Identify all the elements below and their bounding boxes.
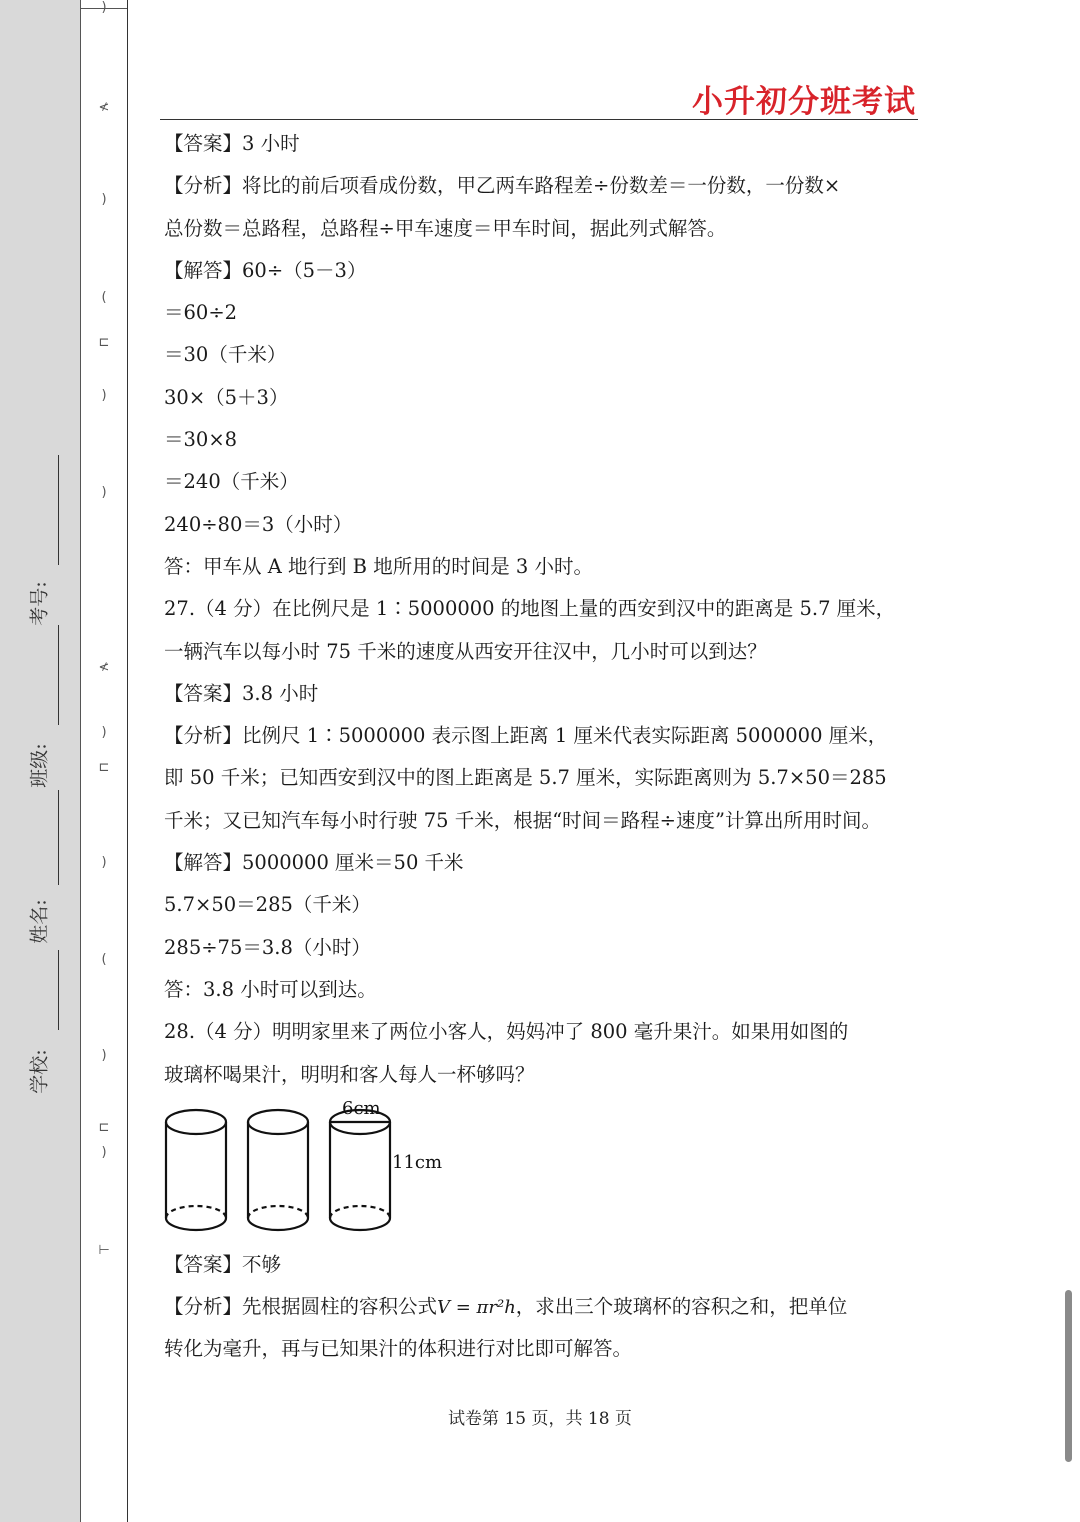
content-line: 千米；又已知汽车每小时行驶 75 千米，根据“时间＝路程÷速度”计算出所用时间。 xyxy=(164,808,881,832)
class-blank-line xyxy=(58,625,59,725)
content-line: 【解答】5000000 厘米＝50 千米 xyxy=(164,851,464,875)
binding-mark: ⊏ xyxy=(98,1120,110,1135)
cup-3-bottom-back xyxy=(330,1206,390,1218)
content-line: 【分析】将比的前后项看成份数，甲乙两车路程差÷份数差＝一份数，一份数× xyxy=(164,174,841,198)
content-line: 总份数＝总路程，总路程÷甲车速度＝甲车时间，据此列式解答。 xyxy=(164,216,727,240)
binding-mark: ⊢ xyxy=(98,1243,110,1258)
content-line: 玻璃杯喝果汁，明明和客人每人一杯够吗？ xyxy=(164,1062,535,1086)
cup-1-top xyxy=(166,1110,226,1134)
q28-analysis-line2: 转化为毫升，再与已知果汁的体积进行对比即可解答。 xyxy=(164,1337,633,1361)
q28-answer: 【答案】不够 xyxy=(164,1252,282,1276)
class-label: 班级: xyxy=(28,743,51,788)
page-number-text: 试卷第 15 页，共 18 页 xyxy=(448,1409,632,1429)
cup-3-bottom-front xyxy=(330,1218,390,1230)
school-blank-line xyxy=(58,950,59,1030)
height-label: 11cm xyxy=(392,1151,443,1173)
exam-content xyxy=(164,123,924,1371)
q28-analysis-line1 xyxy=(164,1286,924,1328)
cup-1-bottom-front xyxy=(166,1218,226,1230)
binding-mark: ( xyxy=(101,290,107,305)
number-label: 考号: xyxy=(28,581,51,626)
cylinder-cups-svg xyxy=(164,1098,484,1244)
cylinder-volume-formula: V = πr²h xyxy=(437,1297,516,1319)
number-blank-line xyxy=(58,455,59,565)
content-line: 【分析】比例尺 1∶5000000 表示图上距离 1 厘米代表实际距离 5000000 厘米， xyxy=(164,724,888,748)
cup-figure xyxy=(164,1098,924,1244)
content-line: ＝30（千米） xyxy=(164,343,287,367)
content-line: ＝30×8 xyxy=(164,428,238,452)
page-footer xyxy=(0,1404,1080,1429)
content-line: 一辆汽车以每小时 75 千米的速度从西安开往汉中，几小时可以到达？ xyxy=(164,639,767,663)
page-header-title: 小升初分班考试 xyxy=(692,84,916,120)
binding-mark: ) xyxy=(101,725,107,740)
cup-2-bottom-back xyxy=(248,1206,308,1218)
cup-2-top xyxy=(248,1110,308,1134)
content-line: ＝60÷2 xyxy=(164,301,238,325)
content-line: ＝240（千米） xyxy=(164,470,299,494)
diameter-label: 6cm xyxy=(342,1097,381,1119)
binding-mark: ⊏ xyxy=(98,760,110,775)
content-line: 240÷80＝3（小时） xyxy=(164,512,353,536)
content-line: 即 50 千米；已知西安到汉中的图上距离是 5.7 厘米，实际距离则为 5.7×50＝285 xyxy=(164,766,887,790)
binding-mark: ) xyxy=(101,1145,107,1160)
content-line: 28.（4 分）明明家里来了两位小客人，妈妈冲了 800 毫升果汁。如果用如图的 xyxy=(164,1020,849,1044)
content-line: 答：甲车从 A 地行到 B 地所用的时间是 3 小时。 xyxy=(164,554,594,578)
content-line: 5.7×50＝285（千米） xyxy=(164,893,371,917)
content-line: 285÷75＝3.8（小时） xyxy=(164,935,371,959)
binding-mark: ( xyxy=(101,952,107,967)
binding-mark: ) xyxy=(101,485,107,500)
student-info-panel xyxy=(0,0,80,1522)
binding-mark: ) xyxy=(101,1048,107,1063)
content-line: 答：3.8 小时可以到达。 xyxy=(164,977,377,1001)
analysis-suffix: ，求出三个玻璃杯的容积之和，把单位 xyxy=(515,1295,848,1319)
scrollbar-thumb[interactable] xyxy=(1065,1290,1072,1462)
header-rule xyxy=(160,119,918,120)
name-blank-line xyxy=(58,790,59,885)
binding-mark: ) xyxy=(101,388,107,403)
name-label: 姓名: xyxy=(28,899,51,944)
binding-mark: ≮ xyxy=(98,100,110,115)
binding-strip xyxy=(80,0,128,1522)
binding-mark: ⊏ xyxy=(98,335,110,350)
content-line: 【答案】3 小时 xyxy=(164,132,300,155)
content-line: 30×（5＋3） xyxy=(164,385,289,409)
content-line: 27.（4 分）在比例尺是 1∶5000000 的地图上量的西安到汉中的距离是 5.7 厘米， xyxy=(164,597,896,621)
school-label: 学校: xyxy=(28,1049,51,1094)
binding-mark: ) xyxy=(101,0,107,15)
analysis-prefix: 【分析】先根据圆柱的容积公式 xyxy=(164,1295,438,1319)
content-line: 【解答】60÷（5－3） xyxy=(164,258,367,282)
binding-mark: ) xyxy=(101,855,107,870)
cup-2-bottom-front xyxy=(248,1218,308,1230)
content-line: 【答案】3.8 小时 xyxy=(164,681,319,705)
binding-mark: ≮ xyxy=(98,660,110,675)
cup-1-bottom-back xyxy=(166,1206,226,1218)
binding-mark: ) xyxy=(101,192,107,207)
